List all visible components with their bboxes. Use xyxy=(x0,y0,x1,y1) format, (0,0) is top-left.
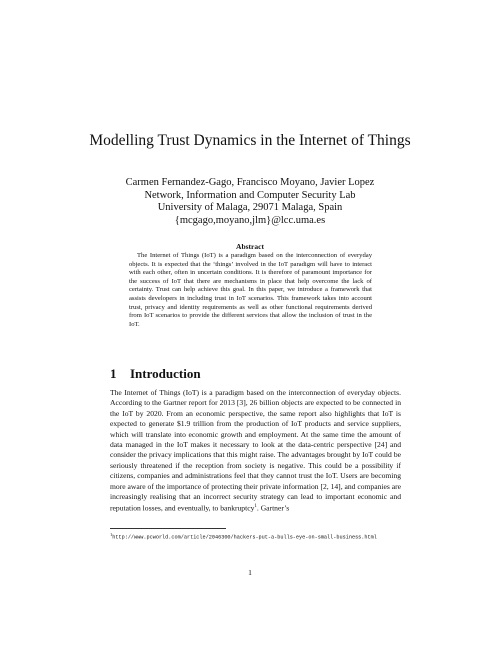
abstract-heading: Abstract xyxy=(236,242,264,251)
footnote-divider xyxy=(110,528,226,529)
paper-title: Modelling Trust Dynamics in the Internet of Things xyxy=(89,132,411,149)
author-university: University of Malaga, 29071 Malaga, Spain xyxy=(157,202,343,213)
section-heading xyxy=(110,366,201,381)
abstract-text: The Internet of Things (IoT) is a paradigm based on the interconnection of everyday objects. It is expected that the ‘things’ involved in the IoT paradigm will have to interact with each other, often in uncertain conditions. It is therefore of paramount importance for the success of IoT that there are mechanisms in place that help overcome the lack of certainty. Trust can help achieve this goal. In this paper, we introduce a framework that assists developers in including trust in IoT scenarios. This framework takes into account trust, privacy and identity requirements as well as other functional requirements derived from IoT scenarios to provide the different services that allow the inclusion of trust in the IoT. xyxy=(129,252,372,328)
author-emails: {mcgago,moyano,jlm}@lcc.uma.es xyxy=(174,214,326,226)
introduction-text-tail: . Gartner’s xyxy=(256,504,290,513)
section-number: 1 xyxy=(110,366,117,381)
introduction-paragraph xyxy=(110,388,401,514)
footnote-reference[interactable]: 1 xyxy=(254,504,257,510)
footnote-mark: 1 xyxy=(110,532,113,537)
author-names: Carmen Fernandez-Gago, Francisco Moyano, Javier Lopez xyxy=(125,177,375,188)
page-number: 1 xyxy=(248,568,252,577)
introduction-text: The Internet of Things (IoT) is a paradigm based on the interconnection of everyday objects. According to the Gartner report for 2013 [3], 26 billion objects are expected to be connected in the IoT by 2020. From an economic perspective, the same report also highlights that IoT is expected to generate $1.9 trillion from the production of IoT products and service suppliers, which will translate into economic growth and employment. At the same time the amount of data managed in the IoT makes it necessary to look at the data-centric perspective [24] and consider the privacy implications that this might raise. The advantages brought by IoT could be seriously threatened if the reception from society is negative. This could be a possibility if citizens, companies and administrations feel that they cannot trust the IoT. Users are becoming more aware of the importance of protecting their private information [2, 14], and companies are increasingly realising that an incorrect security strategy can lead to important economic and reputation losses, and eventually, to bankruptcy xyxy=(110,388,401,513)
footnote xyxy=(110,531,410,542)
section-title: Introduction xyxy=(130,366,201,381)
author-block xyxy=(60,177,440,227)
footnote-url[interactable]: http://www.pcworld.com/article/2046300/hackers-put-a-bulls-eye-on-small-business.html xyxy=(112,534,377,541)
author-affiliation: Network, Information and Computer Security Lab xyxy=(144,189,356,201)
